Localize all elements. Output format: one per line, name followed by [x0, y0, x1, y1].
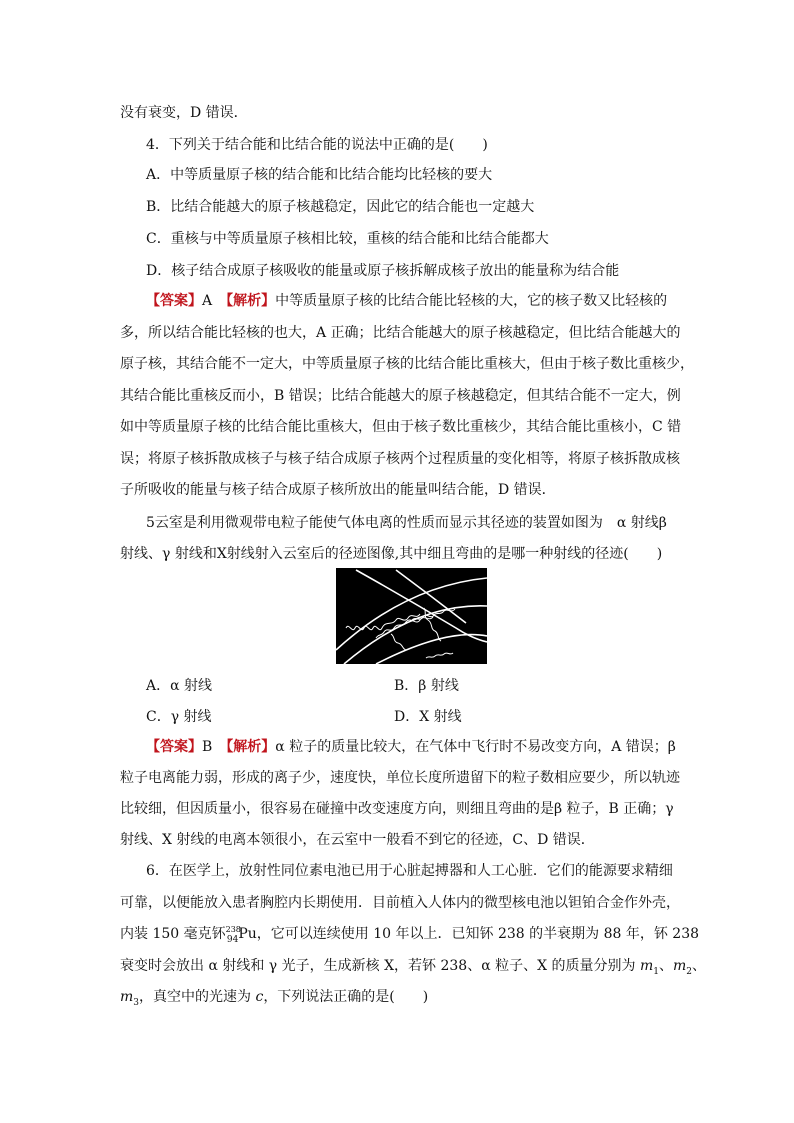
q4-explanation-7: 子所吸收的能量与核子结合成原子核所放出的能量叫结合能，D 错误．	[120, 482, 556, 498]
q4-stem: 4．下列关于结合能和比结合能的说法中正确的是( )	[146, 137, 488, 153]
q6-stem-4	[120, 957, 706, 977]
text-span: Pu，它可以连续使用 10 年以上．已知钚 238 的半衰期为 88 年，钚 238	[238, 926, 700, 942]
text-span: 衰变时会放出 α 射线和 γ 光子，生成新核 X，若钚 238、α 粒子、X 的质量分别为	[120, 958, 640, 974]
q6-stem-1: 6．在医学上，放射性同位素电池已用于心脏起搏器和人工心脏．它们的能源要求精细	[146, 863, 673, 879]
var-c: c	[255, 989, 264, 1005]
answer-value: B	[202, 739, 227, 755]
separator: 、	[692, 958, 707, 974]
explanation-text: 中等质量原子核的比结合能比轻核的大，它的核子数又比轻核的	[275, 293, 668, 309]
cloud-chamber-image	[336, 568, 487, 664]
separator: 、	[659, 958, 673, 974]
q6-stem-2: 可靠，以便能放入患者胸腔内长期使用．目前植入人体内的微型核电池以钽铂合金作外壳，	[120, 895, 680, 911]
q5-option-a: A．α 射线	[146, 678, 213, 694]
prev-answer-tail: 没有衰变，D 错误．	[120, 105, 248, 121]
answer-value: A	[202, 293, 227, 309]
q5-explanation-3: 比较细，但因质量小，很容易在碰撞中改变速度方向，则细且弯曲的是β 粒子，B 正确；γ	[120, 801, 674, 817]
q5-option-c: C．γ 射线	[146, 709, 212, 725]
q6-stem-3	[120, 925, 699, 945]
q4-option-a: A．中等质量原子核的结合能和比结合能均比轻核的要大	[146, 167, 493, 183]
q4-explanation-2: 多，所以结合能比轻核的也大，A 正确；比结合能越大的原子核越稳定，但比结合能越大的	[120, 325, 681, 341]
var-m1-sub: 1	[653, 967, 659, 977]
var-m2-sub: 2	[686, 967, 693, 977]
mass-number: 238	[225, 925, 241, 934]
explanation-tag: 【解析】	[226, 739, 276, 755]
q5-stem-2: 射线、γ 射线和X射线射入云室后的径迹图像,其中细且弯曲的是哪一种射线的径迹( )	[120, 546, 663, 562]
atomic-number: 94	[226, 935, 239, 945]
explanation-tag: 【解析】	[226, 293, 276, 309]
explanation-text: α 粒子的质量比较大，在气体中飞行时不易改变方向，A 错误；β	[275, 739, 676, 755]
q4-explanation-6: 误；将原子核拆散成核子与核子结合成原子核两个过程质量的变化相等，将原子核拆散成核	[120, 451, 680, 467]
var-m3: m	[120, 989, 134, 1005]
q4-option-b: B．比结合能越大的原子核越稳定，因此它的结合能也一定越大	[146, 199, 535, 215]
q4-explanation-3: 原子核，其结合能不一定大，中等质量原子核的比结合能比重核大，但由于核子数比重核少，	[120, 356, 694, 372]
var-m2: m	[673, 958, 687, 974]
q4-explanation-4: 其结合能比重核反而小，B 错误；比结合能越大的原子核越稳定，但其结合能不一定大，例	[120, 388, 681, 404]
q5-option-b: B．β 射线	[394, 678, 459, 694]
q5-stem-1: 5云室是利用微观带电粒子能使气体电离的性质而显示其径迹的装置如图为 α 射线β	[146, 515, 667, 531]
q6-stem-5	[120, 988, 428, 1008]
text-span: 内装 150 毫克钚	[120, 926, 226, 942]
answer-tag: 【答案】	[146, 293, 202, 309]
q5-option-d: D．X 射线	[394, 709, 462, 725]
var-m1: m	[639, 958, 654, 974]
q4-option-c: C．重核与中等质量原子核相比较，重核的结合能和比结合能都大	[146, 231, 549, 247]
q5-explanation-4: 射线、X 射线的电离本领很小，在云室中一般看不到它的径迹，C、D 错误．	[120, 832, 595, 848]
text-span: ，真空中的光速为	[139, 989, 256, 1005]
q5-explanation-2: 粒子电离能力弱，形成的离子少，速度快，单位长度所遗留下的粒子数相应要少，所以轨迹	[120, 770, 680, 786]
q4-option-d: D．核子结合成原子核吸收的能量或原子核拆解成核子放出的能量称为结合能	[146, 263, 620, 279]
text-span: ，下列说法正确的是( )	[263, 989, 429, 1005]
q4-answer-line	[146, 292, 667, 310]
answer-tag: 【答案】	[146, 739, 202, 755]
var-m3-sub: 3	[133, 998, 140, 1008]
q5-answer-line	[146, 738, 676, 756]
q4-explanation-5: 如中等质量原子核的比结合能比重核大，但由于核子数比重核少，其结合能比重核小，C 错	[120, 419, 682, 435]
